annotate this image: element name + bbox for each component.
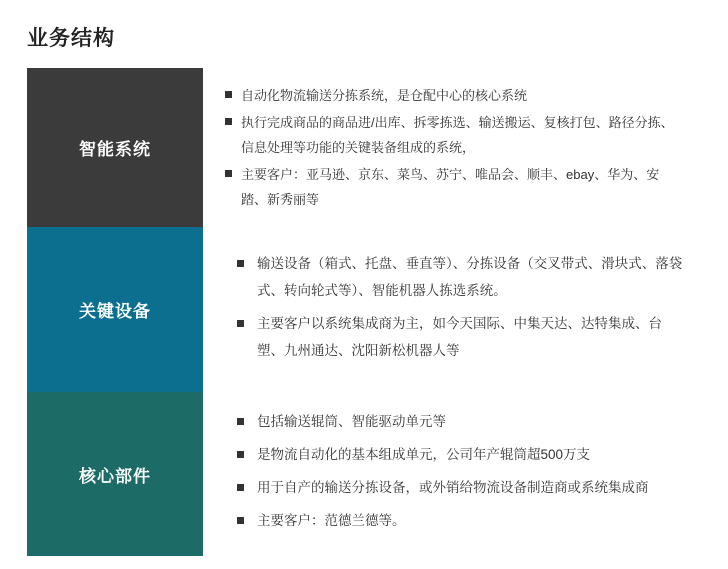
row-content-core-components xyxy=(203,392,701,556)
list-item xyxy=(225,162,683,212)
page-title: 业务结构 xyxy=(27,27,115,50)
business-structure-table xyxy=(27,68,701,556)
row-content-intelligent-system xyxy=(203,68,701,227)
table-row xyxy=(27,392,701,556)
square-bullet-icon xyxy=(225,170,232,177)
square-bullet-icon xyxy=(237,320,244,327)
list-item xyxy=(225,83,683,108)
square-bullet-icon xyxy=(225,91,232,98)
square-bullet-icon xyxy=(237,260,244,267)
list-item xyxy=(225,110,683,160)
list-item-text: 主要客户：亚马逊、京东、菜鸟、苏宁、唯品会、顺丰、ebay、华为、安踏、新秀丽等 xyxy=(241,167,660,207)
square-bullet-icon xyxy=(237,418,244,425)
list-item-text: 执行完成商品的商品进/出库、拆零拣选、输送搬运、复核打包、路径分拣、信息处理等功能的关键装备组成的系统， xyxy=(241,115,674,155)
bullet-list xyxy=(237,408,683,540)
square-bullet-icon xyxy=(237,484,244,491)
table-row xyxy=(27,227,701,392)
row-label-core-components: 核心部件 xyxy=(27,392,203,556)
list-item xyxy=(237,408,683,435)
list-item xyxy=(237,310,683,364)
row-content-key-equipment xyxy=(203,227,701,392)
row-label-key-equipment: 关键设备 xyxy=(27,227,203,392)
list-item-text: 主要客户以系统集成商为主，如今天国际、中集天达、达特集成、台塑、九州通达、沈阳新松机器人等 xyxy=(257,315,662,358)
list-item xyxy=(237,507,683,534)
square-bullet-icon xyxy=(225,118,232,125)
square-bullet-icon xyxy=(237,451,244,458)
row-label-intelligent-system: 智能系统 xyxy=(27,68,203,227)
square-bullet-icon xyxy=(237,517,244,524)
bullet-list xyxy=(237,250,683,370)
list-item-text: 主要客户：范德兰德等。 xyxy=(257,513,406,528)
table-row xyxy=(27,68,701,227)
list-item xyxy=(237,441,683,468)
list-item xyxy=(237,474,683,501)
bullet-list xyxy=(225,83,683,214)
list-item-text: 包括输送辊筒、智能驱动单元等 xyxy=(257,414,446,429)
list-item xyxy=(237,250,683,304)
list-item-text: 是物流自动化的基本组成单元，公司年产辊筒超500万支 xyxy=(257,447,591,462)
list-item-text: 用于自产的输送分拣设备，或外销给物流设备制造商或系统集成商 xyxy=(257,480,649,495)
list-item-text: 输送设备（箱式、托盘、垂直等）、分拣设备（交叉带式、滑块式、落袋式、转向轮式等）、智能机器人拣选系统。 xyxy=(257,255,683,298)
list-item-text: 自动化物流输送分拣系统，是仓配中心的核心系统 xyxy=(241,88,528,103)
